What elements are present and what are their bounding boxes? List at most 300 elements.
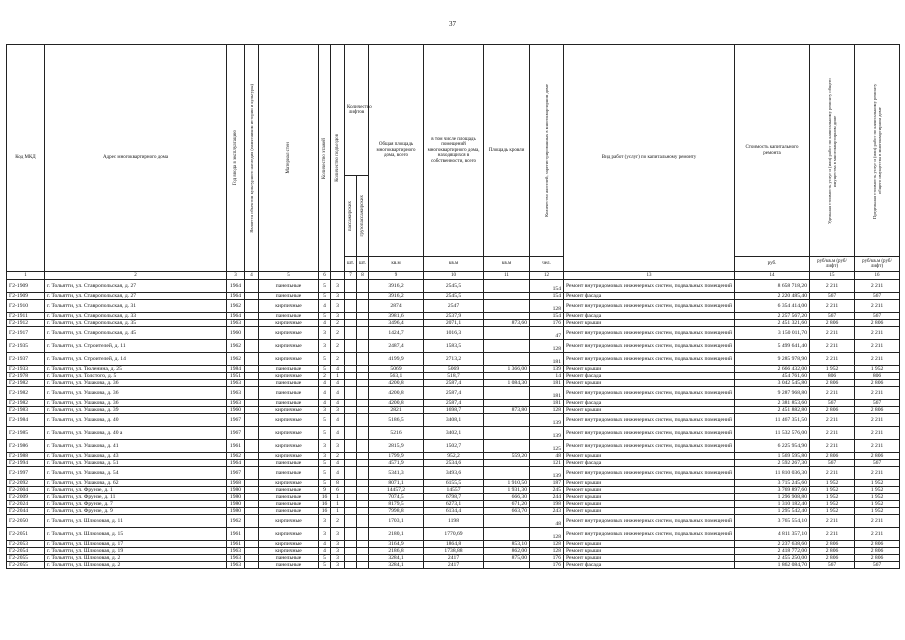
cell-year: 1963 [227,555,245,562]
cell-max-cost: 567 [855,313,900,320]
cell-living-area: 3402,1 [424,427,484,440]
cell-code: Г2-2044 [7,508,45,515]
cell-cultural [245,380,259,387]
cell-work-type: Ремонт внутридомовых инженерных систем, подвальных помещений [564,353,735,366]
cell-passenger [345,548,357,555]
cell-entrances: 3 [331,293,345,300]
cell-freight [357,340,369,353]
cell-floors: 5 [319,562,331,569]
cell-cost: 9 287 968,80 [735,387,810,400]
cell-entrances: 4 [331,427,345,440]
cell-passenger [345,327,357,340]
cell-year: 1967 [227,427,245,440]
cell-code: Г2-1910 [7,300,45,313]
cell-cost: 2 381 853,60 [735,400,810,407]
cell-cost: 1 296 908,80 [735,494,810,501]
cell-roof-area: 853,10 [484,541,530,548]
cell-living-area: 2545,5 [424,293,484,300]
cell-max-cost: 2 211 [855,427,900,440]
cell-address: г. Тольятти, ул. Ушакова, д. 36 [45,380,227,387]
cell-living-area: 2537,9 [424,313,484,320]
cell-work-type: Ремонт внутридомовых инженерных систем, подвальных помещений [564,528,735,541]
cell-material: панельные [259,313,319,320]
cell-specific-cost: 567 [810,562,855,569]
table-row [7,380,900,387]
cell-freight [357,293,369,300]
cell-material: кирпичные [259,340,319,353]
cell-address: г. Тольятти, ул. Ставропольская, д. 31 [45,300,227,313]
cell-roof-area [484,515,530,528]
column-number: 13 [564,272,735,280]
cell-work-type: Ремонт крыши [564,453,735,460]
cell-floors: 4 [319,320,331,327]
cell-year: 1951 [227,373,245,380]
cell-address: г. Тольятти, ул. Ушакова, д. 51 [45,460,227,467]
cell-roof-area [484,353,530,366]
cell-address: г. Тольятти, ул. Ставропольская, д. 45 [45,327,227,340]
cell-cultural [245,366,259,373]
cell-living-area: 2071,1 [424,320,484,327]
cell-address: г. Тольятти, ул. Ушакова, д. 41 [45,440,227,453]
cell-address: г. Тольятти, ул. Толстого, д. 5 [45,373,227,380]
cell-floors: 5 [319,480,331,487]
cell-roof-area [484,280,530,293]
cell-address: г. Тольятти, ул. Ушакова, д. 43 [45,453,227,460]
cell-material: кирпичные [259,528,319,541]
cell-specific-cost: 2 806 [810,453,855,460]
cell-passenger [345,407,357,414]
cell-year: 1962 [227,515,245,528]
cell-roof-area: 559,20 [484,453,530,460]
cell-freight [357,440,369,453]
cell-material: панельные [259,501,319,508]
cell-roof-area [484,562,530,569]
table-row [7,340,900,353]
cell-specific-cost: 2 211 [810,414,855,427]
cell-code: Г2-1935 [7,340,45,353]
cell-cost: 8 658 718,20 [735,280,810,293]
cell-passenger [345,501,357,508]
cell-passenger [345,440,357,453]
cell-total-area: 7074,5 [369,494,424,501]
cell-specific-cost: 1 952 [810,508,855,515]
cell-passenger [345,453,357,460]
cell-code: Г2-1985 [7,427,45,440]
cell-cost: 1 295 542,40 [735,508,810,515]
cell-address: г. Тольятти, ул. Ставропольская, д. 27 [45,280,227,293]
cell-entrances: 3 [331,548,345,555]
cell-freight [357,387,369,400]
cell-specific-cost: 2 806 [810,548,855,555]
cell-entrances: 3 [331,528,345,541]
cell-cultural [245,487,259,494]
cell-cost: 2 451 882,80 [735,407,810,414]
cell-cost: 1 862 084,70 [735,562,810,569]
cell-year: 1980 [227,487,245,494]
cell-residents: 181 [530,400,564,407]
column-number: 3 [227,272,245,280]
table-row [7,515,900,528]
cell-code: Г2-1937 [7,353,45,366]
unit-kvm-2: кв.м [424,257,484,272]
cell-work-type: Ремонт крыши [564,407,735,414]
cell-work-type: Ремонт внутридомовых инженерных систем, подвальных помещений [564,427,735,440]
cell-passenger [345,340,357,353]
column-number: 8 [357,272,369,280]
cell-entrances: 3 [331,541,345,548]
cell-living-area: 6155,5 [424,480,484,487]
cell-specific-cost: 2 211 [810,353,855,366]
cell-total-area: 3916,2 [369,280,424,293]
cell-floors: 3 [319,327,331,340]
cell-residents: 154 [530,280,564,293]
cell-total-area: 1424,7 [369,327,424,340]
cell-total-area: 2815,9 [369,440,424,453]
cell-total-area: 4200,8 [369,380,424,387]
cell-code: Г2-2053 [7,541,45,548]
cell-year: 1961 [227,528,245,541]
cell-material: кирпичные [259,327,319,340]
table-row [7,548,900,555]
cell-year: 1964 [227,460,245,467]
cell-freight [357,528,369,541]
cell-code: Г2-2024 [7,501,45,508]
cell-address: г. Тольятти, ул. Ушакова, д. 40 а [45,427,227,440]
cell-passenger [345,293,357,300]
cell-passenger [345,300,357,313]
cell-material: кирпичные [259,300,319,313]
cell-residents: 47 [530,327,564,340]
cell-freight [357,460,369,467]
cell-residents: 139 [530,366,564,373]
cell-entrances: 1 [331,373,345,380]
column-number: 5 [259,272,319,280]
cell-entrances: 6 [331,487,345,494]
cell-roof-area [484,467,530,480]
cell-cultural [245,320,259,327]
cell-address: г. Тольятти, ул. Ушакова, д. 36 [45,387,227,400]
cell-entrances: 3 [331,562,345,569]
cell-freight [357,380,369,387]
header-entrances: Количество подъездов [334,134,340,182]
cell-passenger [345,515,357,528]
cell-work-type: Ремонт внутридомовых инженерных систем, подвальных помещений [564,467,735,480]
cell-roof-area [484,414,530,427]
table-row [7,407,900,414]
table-row [7,353,900,366]
cell-material: панельные [259,400,319,407]
cell-material: кирпичные [259,373,319,380]
cell-living-area: 1502,7 [424,440,484,453]
cell-cost: 2 666 432,00 [735,366,810,373]
cell-living-area: 14557 [424,487,484,494]
cell-total-area: 8179,5 [369,501,424,508]
cell-entrances: 2 [331,515,345,528]
cell-work-type: Ремонт крыши [564,320,735,327]
table-row [7,480,900,487]
header-roof-area: Площадь кровли [484,45,530,257]
cell-freight [357,427,369,440]
cell-max-cost: 567 [855,460,900,467]
cell-specific-cost: 2 806 [810,541,855,548]
cell-specific-cost: 2 211 [810,280,855,293]
header-cultural: Является объектом культурного наследия (памятником истории и культуры) [249,83,254,233]
cell-passenger [345,562,357,569]
cell-specific-cost: 2 211 [810,340,855,353]
cell-roof-area [484,528,530,541]
cell-specific-cost: 567 [810,460,855,467]
cell-material: кирпичные [259,480,319,487]
cell-living-area: 5069 [424,366,484,373]
cell-residents: 139 [530,427,564,440]
cell-total-area: 5186,5 [369,414,424,427]
cell-passenger [345,528,357,541]
cell-code: Г2-1911 [7,313,45,320]
cell-specific-cost: 806 [810,373,855,380]
cell-freight [357,327,369,340]
cell-code: Г2-1983 [7,407,45,414]
unit-rub-kvm-1: руб/кв.м (руб/лифт) [810,257,855,272]
cell-cultural [245,562,259,569]
cell-code: Г2-2050 [7,515,45,528]
cell-roof-area: 1 931,30 [484,487,530,494]
cell-floors: 9 [319,487,331,494]
cell-total-area: 4199,9 [369,353,424,366]
cell-cultural [245,414,259,427]
cell-work-type: Ремонт крыши [564,494,735,501]
cell-roof-area: 875,00 [484,555,530,562]
cell-max-cost: 2 211 [855,414,900,427]
cell-cost: 6 354 414,00 [735,300,810,313]
cell-specific-cost: 1 952 [810,501,855,508]
cell-cost: 4 811 357,10 [735,528,810,541]
cell-floors: 5 [319,280,331,293]
cell-cost: 2 455 250,00 [735,555,810,562]
cell-floors: 5 [319,555,331,562]
cell-entrances: 4 [331,414,345,427]
cell-cultural [245,327,259,340]
cell-living-area: 2587,4 [424,380,484,387]
cell-address: г. Тольятти, ул. Шлюзовая, д. 19 [45,548,227,555]
cell-entrances: 2 [331,320,345,327]
cell-cultural [245,313,259,320]
cell-address: г. Тольятти, ул. Ставропольская, д. 27 [45,293,227,300]
cell-residents: 48 [530,515,564,528]
cell-code: Г2-2004 [7,487,45,494]
cell-living-area: 2534,6 [424,460,484,467]
cell-living-area: 2417 [424,562,484,569]
cell-entrances: 3 [331,407,345,414]
cell-residents: 245 [530,487,564,494]
cell-living-area: 1864,8 [424,541,484,548]
cell-material: кирпичные [259,320,319,327]
cell-work-type: Ремонт крыши [564,380,735,387]
cell-freight [357,508,369,515]
cell-cultural [245,427,259,440]
cell-work-type: Ремонт фасада [564,293,735,300]
cell-entrances: 4 [331,400,345,407]
cell-passenger [345,541,357,548]
cell-material: панельные [259,280,319,293]
cell-roof-area: 1 910,50 [484,480,530,487]
cell-living-area: 6273,1 [424,501,484,508]
column-number: 15 [810,272,855,280]
cell-address: г. Тольятти, ул. Фрунзе, д. 11 [45,494,227,501]
cell-cost: 2 237 638,60 [735,541,810,548]
cell-cost: 2 418 772,00 [735,548,810,555]
cell-entrances: 8 [331,480,345,487]
cell-max-cost: 1 952 [855,487,900,494]
cell-residents: 176 [530,320,564,327]
cell-cultural [245,373,259,380]
cell-residents: 128 [530,300,564,313]
cell-entrances: 2 [331,453,345,460]
table-row [7,440,900,453]
cell-living-area: 2713,2 [424,353,484,366]
column-number: 2 [45,272,227,280]
cell-year: 1961 [227,541,245,548]
cell-freight [357,414,369,427]
column-number [331,272,345,280]
cell-year: 1964 [227,313,245,320]
cell-specific-cost: 2 806 [810,380,855,387]
cell-entrances: 3 [331,300,345,313]
cell-living-area: 1738,88 [424,548,484,555]
header-address: Адрес многоквартирного дома [45,45,227,272]
cell-work-type: Ремонт фасада [564,373,735,380]
table-row [7,460,900,467]
cell-living-area: 3493,6 [424,467,484,480]
cell-year: 1980 [227,508,245,515]
cell-freight [357,407,369,414]
cell-cost: 2 451 321,60 [735,320,810,327]
header-max-cost: Предельная стоимость услуг и (или) работ по капитальному ремонту общего имущества в многоквартирном доме [872,82,883,219]
cell-work-type: Ремонт крыши [564,508,735,515]
header-year: Год ввода в эксплуатацию [232,130,238,186]
table-row [7,313,900,320]
cell-material: кирпичные [259,515,319,528]
cell-material: панельные [259,555,319,562]
cell-material: кирпичные [259,414,319,427]
cell-code: Г2-1909 [7,280,45,293]
cell-work-type: Ремонт внутридомовых инженерных систем, подвальных помещений [564,414,735,427]
cell-residents: 14 [530,373,564,380]
cell-residents: 154 [530,313,564,320]
cell-floors: 5 [319,366,331,373]
cell-floors: 5 [319,353,331,366]
cell-floors: 3 [319,440,331,453]
cell-cultural [245,280,259,293]
cell-year: 1967 [227,414,245,427]
cell-passenger [345,460,357,467]
cell-material: кирпичные [259,353,319,366]
cell-address: г. Тольятти, ул. Ставропольская, д. 33 [45,313,227,320]
cell-freight [357,400,369,407]
cell-specific-cost: 2 211 [810,528,855,541]
cell-address: г. Тольятти, ул. Фрунзе, д. 7 [45,501,227,508]
cell-address: г. Тольятти, ул. Шлюзовая, д. 11 [45,515,227,528]
cell-residents: 128 [530,407,564,414]
table-row [7,541,900,548]
cell-year: 1964 [227,293,245,300]
cell-living-area: 2587,4 [424,400,484,407]
cell-freight [357,487,369,494]
table-row [7,427,900,440]
cell-residents: 198 [530,501,564,508]
cell-code: Г2-2055 [7,562,45,569]
cell-cost: 3 715 245,60 [735,480,810,487]
header-passenger: пассажирских [347,200,353,232]
cell-passenger [345,467,357,480]
cell-total-area: 3284,1 [369,555,424,562]
cell-max-cost: 567 [855,293,900,300]
cell-roof-area [484,300,530,313]
cell-residents: 243 [530,508,564,515]
cell-code: Г2-1978 [7,373,45,380]
cell-specific-cost: 1 952 [810,366,855,373]
cell-roof-area [484,427,530,440]
cell-entrances: 2 [331,353,345,366]
cell-passenger [345,480,357,487]
cell-address: г. Тольятти, ул. Ушакова, д. 62 [45,480,227,487]
cell-max-cost: 2 211 [855,300,900,313]
cell-work-type: Ремонт внутридомовых инженерных систем, подвальных помещений [564,280,735,293]
cell-cultural [245,453,259,460]
cell-floors: 5 [319,313,331,320]
cell-freight [357,467,369,480]
cell-material: панельные [259,562,319,569]
cell-code: Г2-1982 [7,400,45,407]
cell-year: 1964 [227,280,245,293]
cell-cultural [245,340,259,353]
column-number: 6 [319,272,331,280]
cell-cultural [245,548,259,555]
cell-passenger [345,320,357,327]
cell-max-cost: 1 952 [855,366,900,373]
header-work-type: Вид работ (услуг) по капитальному ремонту [564,45,735,272]
cell-cultural [245,528,259,541]
cell-residents: 244 [530,494,564,501]
table-row [7,387,900,400]
header-elevators: Количество лифтов [345,45,369,176]
cell-roof-area [484,387,530,400]
cell-total-area: 4200,8 [369,387,424,400]
table-row [7,494,900,501]
cell-cost: 2 257 567,20 [735,313,810,320]
cell-year: 1980 [227,501,245,508]
cell-work-type: Ремонт фасада [564,460,735,467]
cell-floors: 5 [319,427,331,440]
cell-material: кирпичные [259,407,319,414]
cell-residents: 154 [530,293,564,300]
cell-year: 1960 [227,407,245,414]
cell-passenger [345,494,357,501]
cell-year: 1960 [227,327,245,340]
cell-code: Г2-2009 [7,494,45,501]
cell-entrances: 4 [331,460,345,467]
cell-code: Г2-1982 [7,380,45,387]
cell-max-cost: 567 [855,400,900,407]
cell-residents: 181 [530,380,564,387]
cell-max-cost: 2 211 [855,515,900,528]
cell-cultural [245,440,259,453]
cell-year: 1962 [227,353,245,366]
header-specific-cost: Удельная стоимость услуг и (или) работ по капитальному ремонту общего имущества в многоквартирном доме [827,77,838,224]
cell-residents: 176 [530,555,564,562]
cell-residents: 125 [530,440,564,453]
cell-code: Г2-1986 [7,440,45,453]
cell-max-cost: 2 806 [855,555,900,562]
